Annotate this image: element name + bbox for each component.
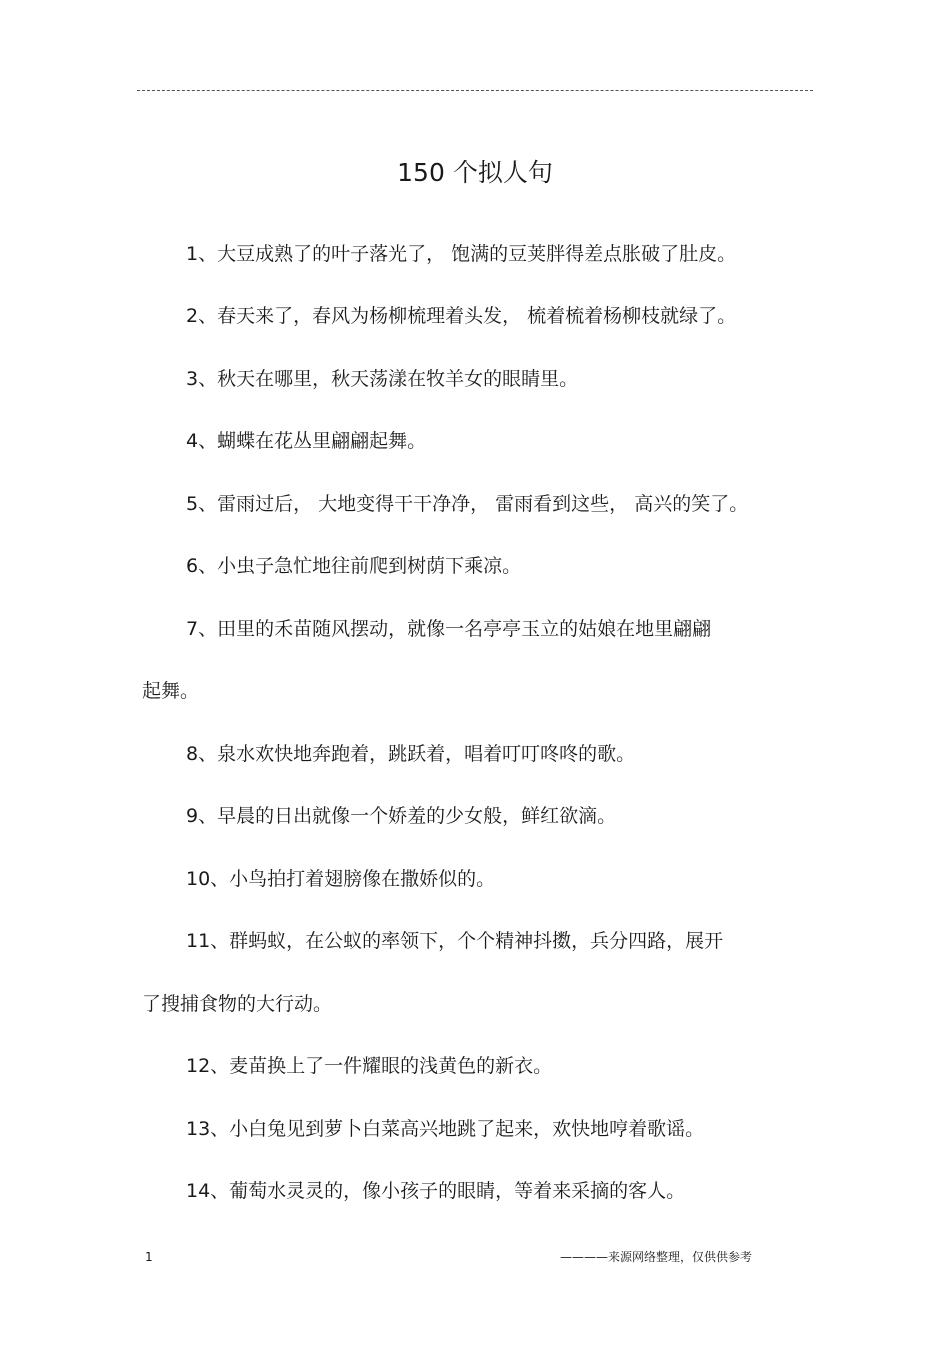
sentence-line: 9、早晨的日出就像一个娇羞的少女般，鲜红欲滴。 — [186, 805, 617, 827]
sentence-line: 4、蝴蝶在花丛里翩翩起舞。 — [186, 430, 427, 452]
sentence-line: 12、麦苗换上了一件耀眼的浅黄色的新衣。 — [186, 1055, 553, 1077]
document-title: 150 个拟人句 — [397, 158, 553, 187]
page-number: 1 — [145, 1250, 153, 1264]
sentence-line: 2、春天来了，春风为杨柳梳理着头发， 梳着梳着杨柳枝就绿了。 — [186, 305, 737, 327]
sentence-line: 14、葡萄水灵灵的，像小孩子的眼睛，等着来采摘的客人。 — [186, 1180, 686, 1202]
sentence-line: 3、秋天在哪里，秋天荡漾在牧羊女的眼睛里。 — [186, 368, 579, 390]
sentence-line: 6、小虫子急忙地往前爬到树荫下乘凉。 — [186, 555, 522, 577]
sentence-line-continuation: 了搜捕食物的大行动。 — [142, 993, 333, 1015]
sentence-line: 7、田里的禾苗随风摆动，就像一名亭亭玉立的姑娘在地里翩翩 — [186, 618, 712, 640]
sentence-line: 1、大豆成熟了的叶子落光了， 饱满的豆荚胖得差点胀破了肚皮。 — [186, 243, 737, 265]
footer-note: ————来源网络整理，仅供供参考 — [559, 1250, 752, 1264]
sentence-line: 11、群蚂蚁，在公蚁的率领下，个个精神抖擞，兵分四路，展开 — [186, 930, 724, 952]
header-divider — [137, 90, 813, 91]
sentence-line: 13、小白兔见到萝卜白菜高兴地跳了起来，欢快地哼着歌谣。 — [186, 1118, 705, 1140]
sentence-line-continuation: 起舞。 — [142, 680, 200, 702]
sentence-line: 8、泉水欢快地奔跑着，跳跃着，唱着叮叮咚咚的歌。 — [186, 743, 636, 765]
sentence-line: 5、雷雨过后， 大地变得干干净净， 雷雨看到这些， 高兴的笑了。 — [186, 493, 749, 515]
sentence-line: 10、小鸟拍打着翅膀像在撒娇似的。 — [186, 868, 496, 890]
